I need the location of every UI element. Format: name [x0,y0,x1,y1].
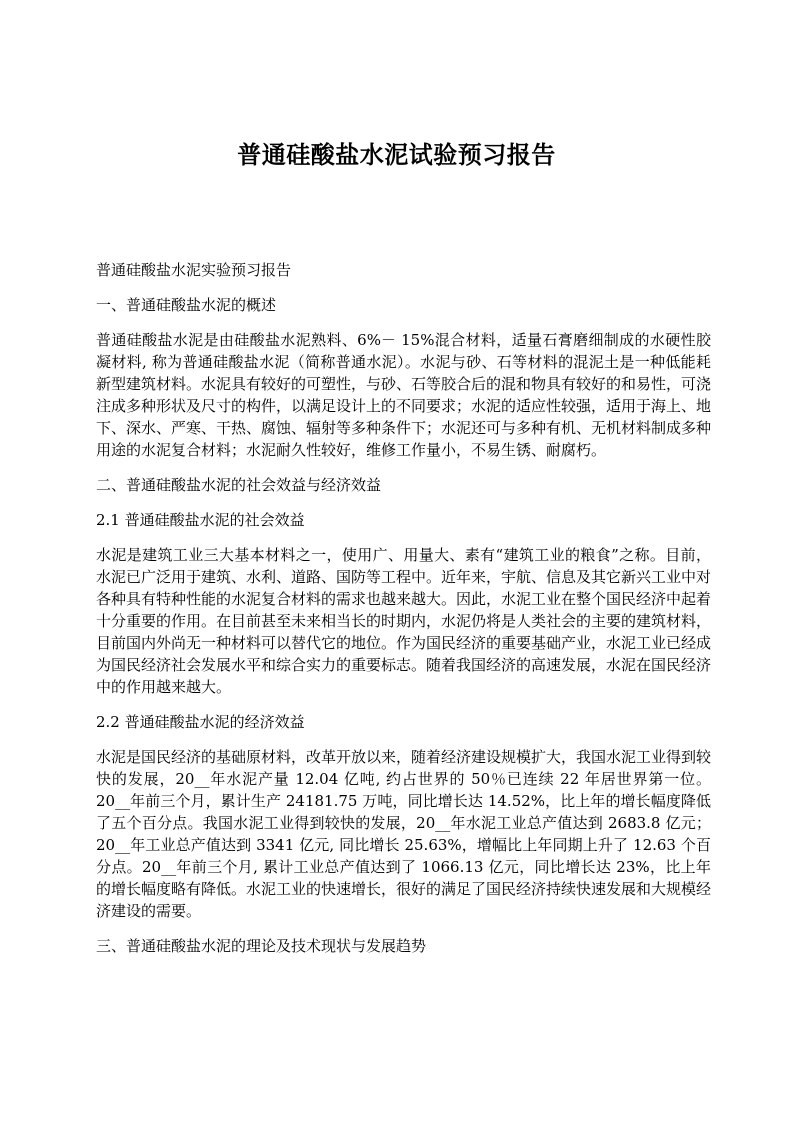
section-2-heading: 二、普通硅酸盐水泥的社会效益与经济效益 [96,476,382,494]
section-2-1-paragraph: 水泥是建筑工业三大基本材料之一，使用广、用量大、素有“建筑工业的粮食”之称。目前，水泥已广泛用于建筑、水利、道路、国防等工程中。近年来，宇航、信息及其它新兴工业中对各种具有特种性能的水泥复合材料的需求也越来越大。因此，水泥工业在整个国民经济中起着十分重要的作用。在目前甚至未来相当长的时期内，水泥仍将是人类社会的主要的建筑材料，目前国内外尚无一种材料可以替代它的地位。作为国民经济的重要基础产业，水泥工业已经成为国民经济社会发展水平和综合实力的重要标志。随着我国经济的高速发展，水泥在国民经济中的作用越来越大。 [96,546,712,696]
document-body [96,259,711,970]
section-1-paragraph: 普通硅酸盐水泥是由硅酸盐水泥熟料、6%－ 15%混合材料，适量石膏磨细制成的水硬性胶凝材料, 称为普通硅酸盐水泥（简称普通水泥）。水泥与砂、石等材料的混泥土是一种低能耗新型建筑材料。水泥具有较好的可塑性，与砂、石等胶合后的混和物具有较好的和易性，可浇注成多种形状及尺寸的构件，以满足设计上的不同要求；水泥的适应性较强，适用于海上、地下、深水、严寒、干热、腐蚀、辐射等多种条件下；水泥还可与多种有机、无机材料制成多种用途的水泥复合材料；水泥耐久性较好，维修工作量小，不易生锈、耐腐朽。 [96,331,712,459]
section-1-heading: 一、普通硅酸盐水泥的概述 [96,296,277,314]
section-2-2-heading: 2.2 普通硅酸盐水泥的经济效益 [96,713,305,731]
section-2-2-paragraph: 水泥是国民经济的基础原材料，改革开放以来，随着经济建设规模扩大，我国水泥工业得到较快的发展，20__年水泥产量 12.04 亿吨, 约占世界的 50％已连续 22 年居世界第一位。20__年前三个月，累计生产 24181.75 万吨，同比增长达 14.52%，比上年的增长幅度降低了五个百分点。我国水泥工业得到较快的发展，20__年水泥工业总产值达到 2683.8 亿元；20__年工业总产值达到 3341 亿元, 同比增长 25.63%，增幅比上年同期上升了 12.63 个百分点。20__年前三个月, 累计工业总产值达到了 1066.13 亿元，同比增长达 23%，比上年的增长幅度略有降低。水泥工业的快速增长，很好的满足了国民经济持续快速发展和大规模经济建设的需要。 [96,748,712,920]
document-title: 普通硅酸盐水泥试验预习报告 [237,141,556,169]
document-subtitle: 普通硅酸盐水泥实验预习报告 [96,261,292,279]
section-2-1-heading: 2.1 普通硅酸盐水泥的社会效益 [96,511,305,529]
section-3-heading: 三、普通硅酸盐水泥的理论及技术现状与发展趋势 [96,937,427,955]
